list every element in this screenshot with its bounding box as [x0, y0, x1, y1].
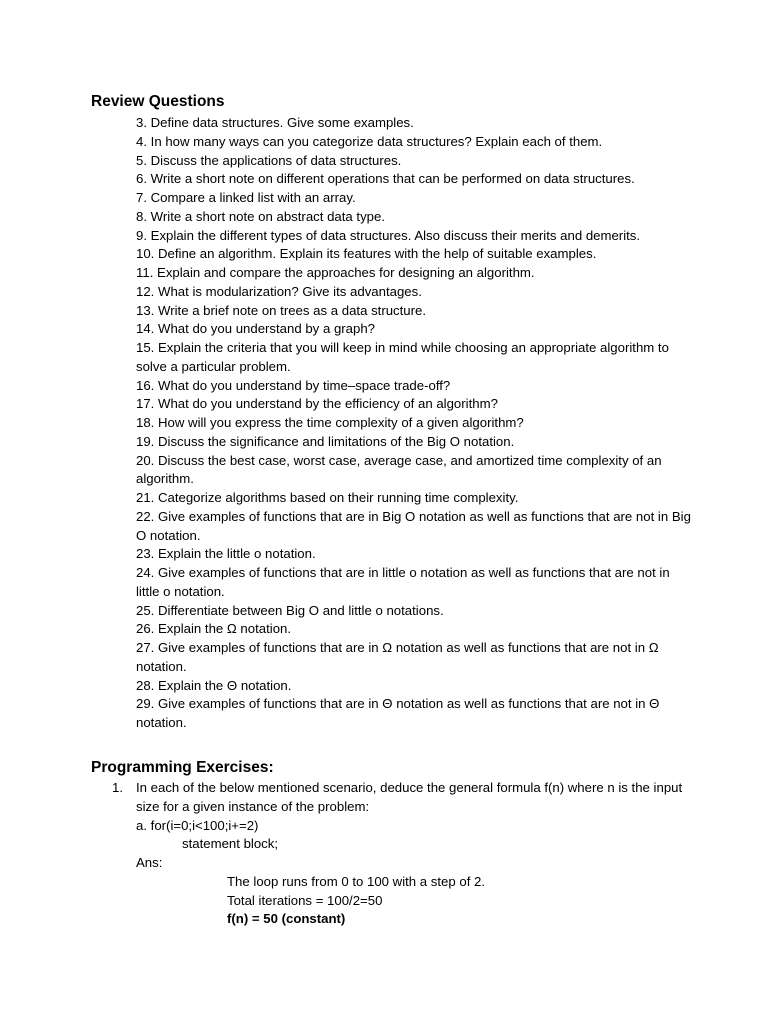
exercise-number: 1. [112, 780, 123, 795]
exercise-text: In each of the below mentioned scenario, deduce the general formula f(n) where n is the input size for a given instance of the problem: [136, 780, 683, 814]
list-item: 20. Discuss the best case, worst case, average case, and amortized time complexity of an algorithm. [136, 452, 662, 487]
list-item: 7. Compare a linked list with an array. [136, 190, 356, 205]
list-item: 18. How will you express the time complexity of a given algorithm? [136, 415, 524, 430]
list-item: 15. Explain the criteria that you will keep in mind while choosing an appropriate algorithm to solve a particular problem. [136, 340, 669, 374]
list-item: 10. Define an algorithm. Explain its features with the help of suitable examples. [136, 246, 597, 262]
programming-exercise-1 [112, 779, 712, 929]
list-item: 5. Discuss the applications of data structures. [136, 152, 402, 168]
list-item: 25. Differentiate between Big O and little o notations. [136, 602, 444, 618]
list-item: 22. Give examples of functions that are in Big O notation as well as functions that are not in Big O notation. [136, 508, 691, 543]
review-questions-list [136, 114, 696, 733]
list-item: 27. Give examples of functions that are in Ω notation as well as functions that are not in Ω notation. [136, 640, 659, 674]
list-item: 4. In how many ways can you categorize data structures? Explain each of them. [136, 133, 603, 149]
ans-result: f(n) = 50 (constant) [227, 911, 346, 927]
ans-line-2: Total iterations = 100/2=50 [227, 892, 383, 908]
list-item: 19. Discuss the significance and limitations of the Big O notation. [136, 433, 515, 449]
list-item: 11. Explain and compare the approaches for designing an algorithm. [136, 265, 535, 280]
ans-line-1: The loop runs from 0 to 100 with a step of 2. [227, 873, 486, 889]
list-item: 17. What do you understand by the efficiency of an algorithm? [136, 396, 498, 412]
exercise-item [112, 779, 696, 817]
list-item: 9. Explain the different types of data structures. Also discuss their merits and demerits. [136, 227, 641, 243]
list-item: 3. Define data structures. Give some examples. [136, 115, 414, 130]
list-item: 26. Explain the Ω notation. [136, 621, 292, 637]
list-item: 8. Write a short note on abstract data type. [136, 208, 385, 224]
list-item: 23. Explain the little o notation. [136, 546, 316, 562]
review-questions-heading: Review Questions [91, 93, 225, 110]
sub-a-body: statement block; [182, 836, 279, 852]
list-item: 13. Write a brief note on trees as a data structure. [136, 302, 427, 318]
list-item: 29. Give examples of functions that are in Θ notation as well as functions that are not in Θ notation. [136, 696, 660, 730]
list-item: 16. What do you understand by time–space trade-off? [136, 377, 451, 393]
programming-exercises-heading: Programming Exercises: [91, 759, 274, 776]
list-item: 28. Explain the Θ notation. [136, 677, 292, 693]
sub-a-code: a. for(i=0;i<100;i+=2) [136, 817, 259, 833]
list-item: 21. Categorize algorithms based on their running time complexity. [136, 490, 519, 505]
list-item: 12. What is modularization? Give its advantages. [136, 283, 422, 299]
list-item: 14. What do you understand by a graph? [136, 321, 376, 337]
list-item: 6. Write a short note on different operations that can be performed on data structures. [136, 171, 635, 187]
list-item: 24. Give examples of functions that are in little o notation as well as functions that are not in little o notation. [136, 565, 670, 599]
ans-label: Ans: [136, 855, 163, 870]
